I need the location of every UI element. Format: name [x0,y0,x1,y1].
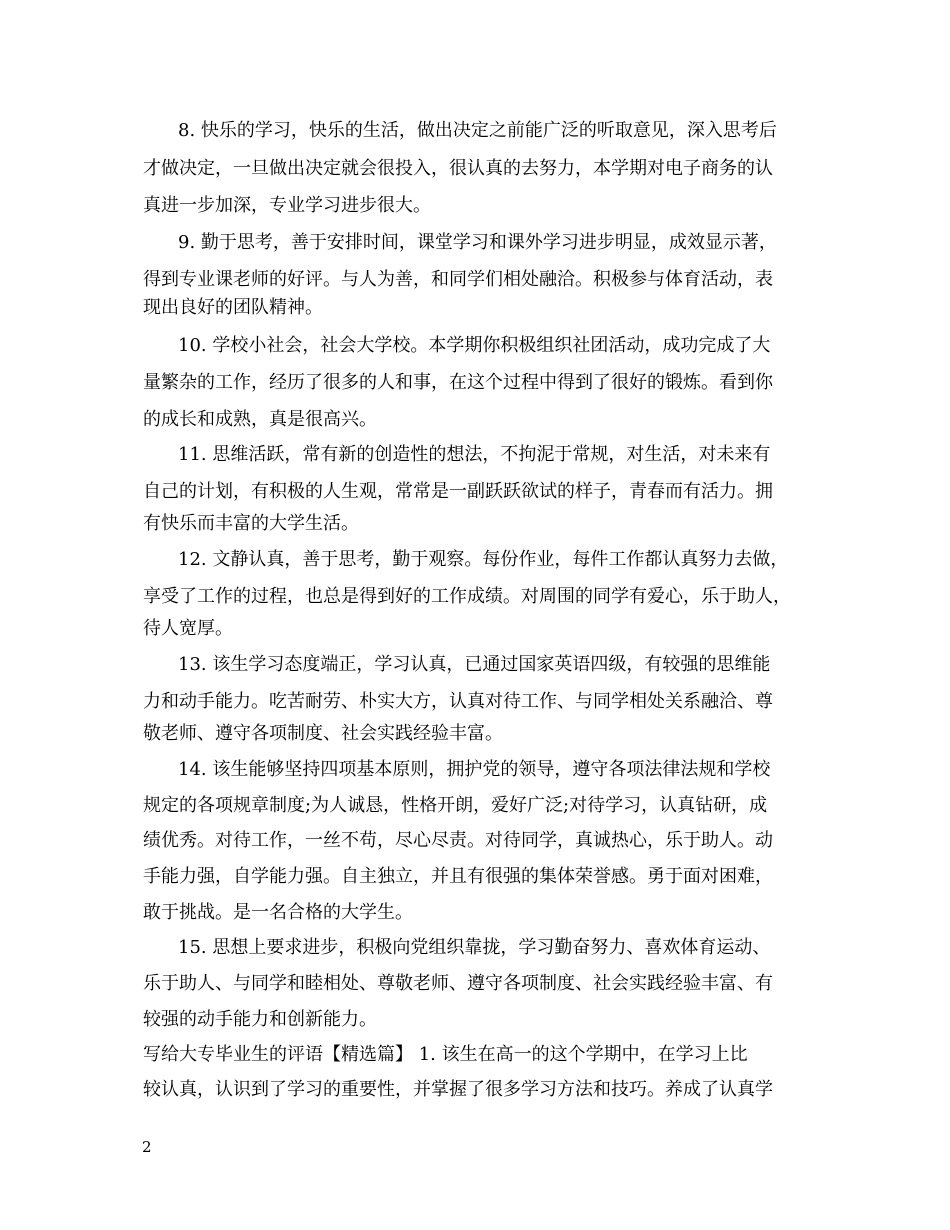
text-line: 得到专业课老师的好评。与人为善，和同学们相处融洽。积极参与体育活动，表 [143,269,773,290]
text-line: 较认真，认识到了学习的重要性，并掌握了很多学习方法和技巧。养成了认真学 [143,1079,773,1100]
text-line: 有快乐而丰富的大学生活。 [143,513,359,534]
text-line: 写给大专毕业生的评语【精选篇】 1. 该生在高一的这个学期中，在学习上比 [143,1044,748,1065]
text-line: 乐于助人、与同学和睦相处、尊敬老师、遵守各项制度、社会实践经验丰富、有 [143,973,773,994]
text-line: 量繁杂的工作，经历了很多的人和事，在这个过程中得到了很好的锻炼。看到你 [143,372,773,393]
text-line: 12. 文静认真，善于思考，勤于观察。每份作业，每件工作都认真努力去做， [178,549,789,570]
text-line: 自己的计划，有积极的人生观，常常是一副跃跃欲试的样子，青春而有活力。拥 [143,481,773,502]
text-line: 手能力强，自学能力强。自主独立，并且有很强的集体荣誉感。勇于面对困难， [143,866,773,887]
text-line: 较强的动手能力和创新能力。 [143,1009,377,1030]
text-line: 规定的各项规章制度;为人诚恳，性格开朗，爱好广泛;对待学习，认真钻研，成 [143,795,768,816]
text-line: 待人宽厚。 [143,618,233,639]
text-line: 10. 学校小社会，社会大学校。本学期你积极组织社团活动，成功完成了大 [178,335,771,356]
text-line: 的成长和成熟，真是很高兴。 [143,409,377,430]
text-line: 14. 该生能够坚持四项基本原则，拥护党的领导，遵守各项法律法规和学校 [178,759,771,780]
text-line: 才做决定，一旦做出决定就会很投入，很认真的去努力，本学期对电子商务的认 [143,158,773,179]
text-line: 15. 思想上要求进步，积极向党组织靠拢，学习勤奋努力、喜欢体育运动、 [178,937,771,958]
text-line: 敬老师、遵守各项制度、社会实践经验丰富。 [143,723,503,744]
text-line: 敢于挑战。是一名合格的大学生。 [143,902,413,923]
text-line: 力和动手能力。吃苦耐劳、朴实大方，认真对待工作、与同学相处关系融洽、尊 [143,691,773,712]
text-line: 绩优秀。对待工作，一丝不苟，尽心尽责。对待同学，真诚热心，乐于助人。动 [143,830,773,851]
text-line: 8. 快乐的学习，快乐的生活，做出决定之前能广泛的听取意见，深入思考后 [178,120,777,141]
text-line: 9. 勤于思考，善于安排时间，课堂学习和课外学习进步明显，成效显示著， [178,232,777,253]
text-line: 11. 思维活跃，常有新的创造性的想法，不拘泥于常规，对生活，对未来有 [178,444,771,465]
text-line: 现出良好的团队精神。 [143,297,323,318]
text-line: 享受了工作的过程，也总是得到好的工作成绩。对周围的同学有爱心，乐于助人， [143,586,791,607]
text-line: 真进一步加深，专业学习进步很大。 [143,195,431,216]
page-number: 2 [142,1138,152,1156]
text-line: 13. 该生学习态度端正，学习认真，已通过国家英语四级，有较强的思维能 [178,654,771,675]
